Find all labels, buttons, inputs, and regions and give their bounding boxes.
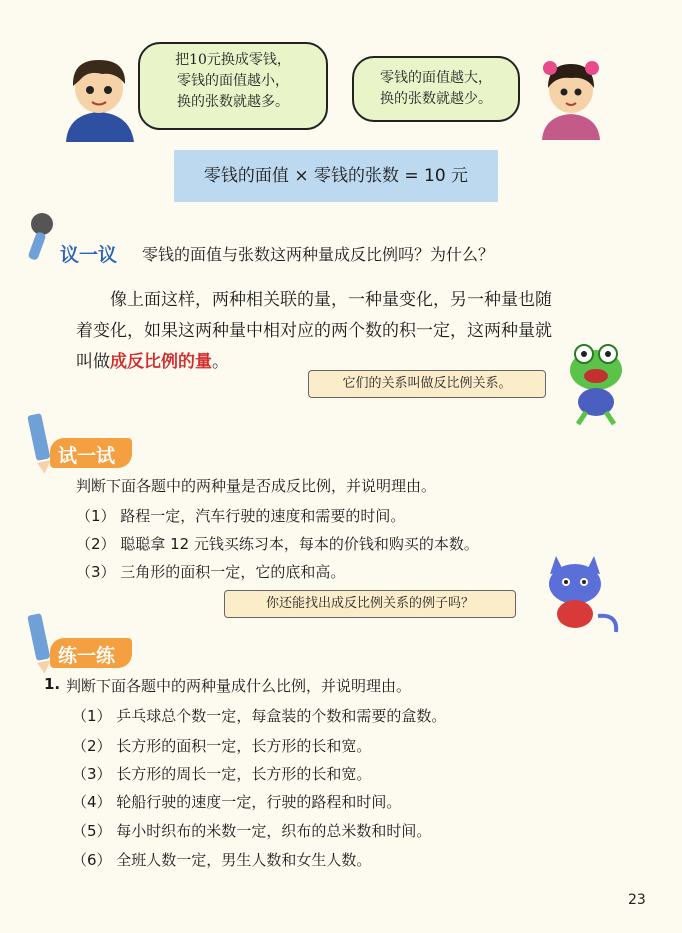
cat-illustration xyxy=(528,556,622,638)
discuss-question: 零钱的面值与张数这两种量成反比例吗？为什么？ xyxy=(142,245,495,264)
try-item-3: （3） 三角形的面积一定，它的底和高。 xyxy=(76,563,346,581)
tip-cat: 你还能找出成反比例关系的例子吗？ xyxy=(224,590,516,618)
definition-line-1: 像上面这样，两种相关联的量，一种量变化，另一种量也随 xyxy=(110,290,552,310)
boy-illustration xyxy=(58,52,140,142)
definition-paragraph xyxy=(76,285,636,378)
try-intro: 判断下面各题中的两种量是否成反比例，并说明理由。 xyxy=(76,477,437,495)
bubble-girl-line-1: 零钱的面值越大， xyxy=(380,70,492,86)
girl-illustration xyxy=(536,54,606,140)
inverse-proportion-term: 成反比例的量 xyxy=(110,352,212,372)
try-item-2: （2） 聪聪拿 12 元钱买练习本，每本的价钱和购买的本数。 xyxy=(76,535,479,553)
practice-item-6: （6） 全班人数一定，男生人数和女生人数。 xyxy=(72,851,372,869)
microphone-icon xyxy=(18,210,60,264)
bubble-boy-line-2: 零钱的面值越小， xyxy=(177,73,289,89)
speech-bubble-girl xyxy=(352,56,520,122)
practice-intro: 判断下面各题中的两种量成什么比例，并说明理由。 xyxy=(66,677,412,695)
practice-title: 练一练 xyxy=(58,645,116,667)
practice-item-2: （2） 长方形的面积一定，长方形的长和宽。 xyxy=(72,737,372,755)
bubble-boy-line-1: 把10元换成零钱， xyxy=(175,52,291,68)
definition-line-3-prefix: 叫做 xyxy=(76,352,110,372)
tip-frog: 它们的关系叫做反比例关系。 xyxy=(308,370,546,398)
practice-item-4: （4） 轮船行驶的速度一定，行驶的路程和时间。 xyxy=(72,793,402,811)
bubble-girl-line-2: 换的张数就越少。 xyxy=(380,91,492,107)
definition-line-3-suffix: 。 xyxy=(212,352,229,372)
practice-item-1: （1） 乒乓球总个数一定，每盒装的个数和需要的盒数。 xyxy=(72,707,447,725)
bubble-boy-line-3: 换的张数就越多。 xyxy=(177,94,289,110)
speech-bubble-boy xyxy=(138,42,328,130)
discuss-title: 议一议 xyxy=(60,244,118,266)
try-item-1: （1） 路程一定，汽车行驶的速度和需要的时间。 xyxy=(76,507,406,525)
try-title: 试一试 xyxy=(58,445,116,467)
practice-item-5: （5） 每小时织布的米数一定，织布的总米数和时间。 xyxy=(72,822,432,840)
practice-item-3: （3） 长方形的周长一定，长方形的长和宽。 xyxy=(72,765,372,783)
frog-illustration xyxy=(556,340,636,426)
definition-line-2: 着变化，如果这两种量中相对应的两个数的积一定，这两种量就 xyxy=(76,321,552,341)
practice-number: 1. xyxy=(44,675,61,693)
formula-box: 零钱的面值 × 零钱的张数 = 10 元 xyxy=(174,150,498,202)
page-number: 23 xyxy=(628,892,646,908)
